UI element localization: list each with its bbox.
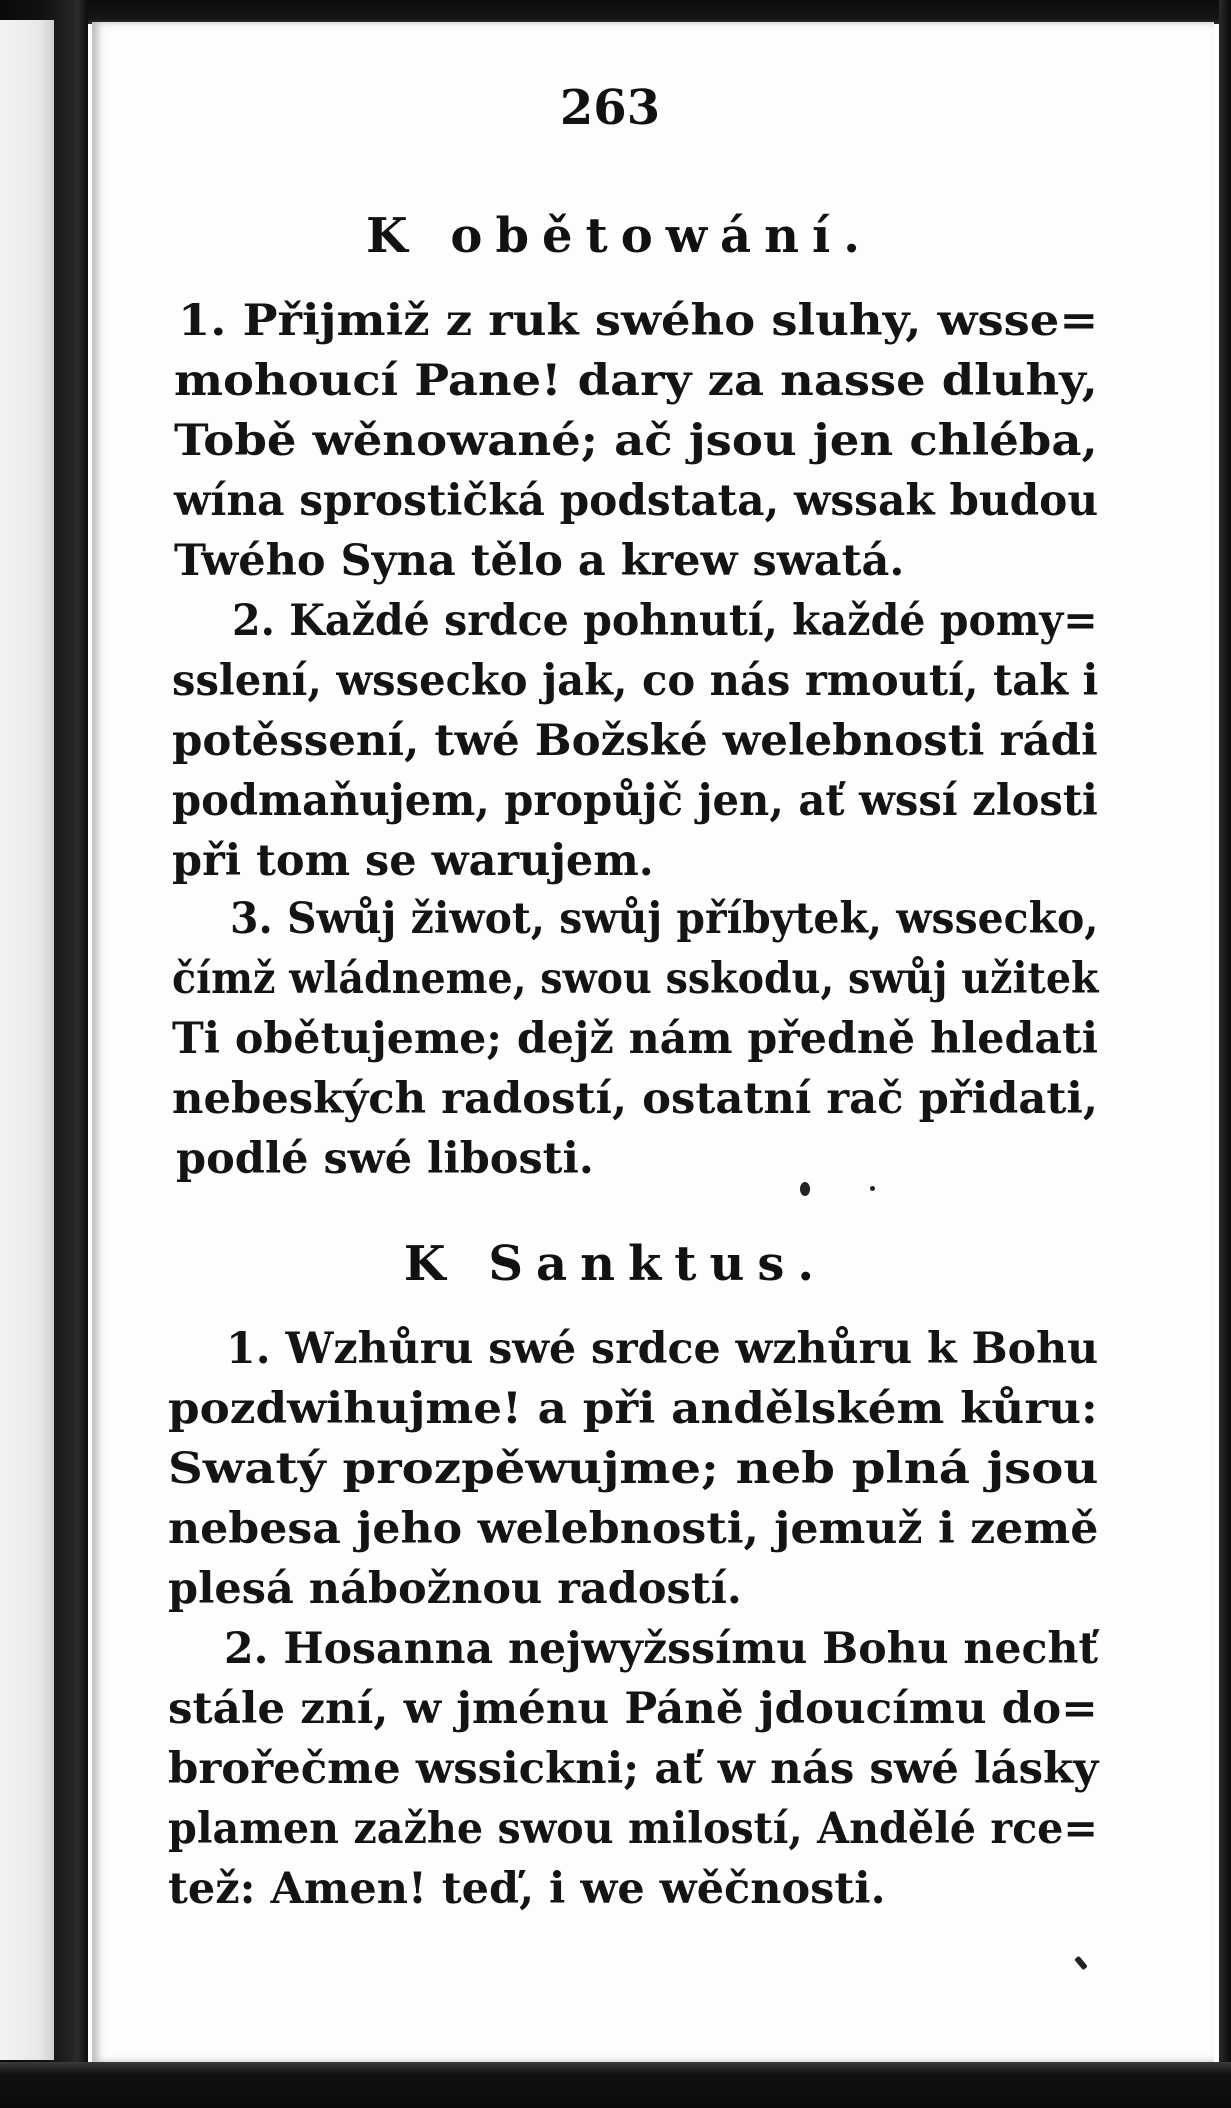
text-line: čímž wládneme, swou sskodu, swůj užitek bbox=[172, 954, 1099, 1004]
text-line: 1. Přijmiž z ruk swého sluhy, wsse= bbox=[178, 296, 1099, 346]
page-number: 263 bbox=[559, 80, 661, 136]
text-line: brořečme wssickni; ať w nás swé lásky bbox=[168, 1744, 1099, 1794]
text-line: podmaňujem, propůjč jen, ať wssí zlosti bbox=[172, 776, 1098, 826]
hymn-title-offertory: K obětowání. bbox=[366, 208, 873, 264]
text-line: Twého Syna tělo a krew swatá. bbox=[174, 536, 905, 586]
text-line: podlé swé libosti. bbox=[176, 1134, 594, 1184]
text-line: mohoucí Pane! dary za nasse dluhy, bbox=[174, 356, 1098, 406]
text-line: plamen zažhe swou milostí, Andělé rce= bbox=[168, 1804, 1098, 1854]
text-line: Tobě wěnowané; ač jsou jen chléba, bbox=[174, 416, 1098, 466]
text-line: 1. Wzhůru swé srdce wzhůru k Bohu bbox=[226, 1324, 1099, 1374]
text-line: stále zní, w jménu Páně jdoucímu do= bbox=[168, 1684, 1098, 1734]
text-line: nebeských radostí, ostatní rač přidati, bbox=[172, 1074, 1098, 1124]
text-line: Swatý prozpěwujme; neb plná jsou bbox=[168, 1444, 1099, 1494]
text-line: wína sprostičká podstata, wssak budou bbox=[174, 476, 1099, 526]
text-line: plesá nábožnou radostí. bbox=[168, 1564, 742, 1614]
text-line: sslení, wssecko jak, co nás rmoutí, tak i bbox=[172, 656, 1099, 706]
text-line: nebesa jeho welebnosti, jemuž i země bbox=[168, 1504, 1099, 1554]
text-line: Ti obětujeme; dejž nám předně hledati bbox=[172, 1014, 1098, 1064]
text-line: tež: Amen! teď, i we wěčnosti. bbox=[168, 1864, 886, 1914]
hymn-title-sanctus: K Sanktus. bbox=[403, 1236, 828, 1292]
text-line: při tom se warujem. bbox=[172, 836, 654, 886]
text-line: 2. Každé srdce pohnutí, každé pomy= bbox=[232, 596, 1098, 646]
text-line: 2. Hosanna nejwyžssímu Bohu nechť bbox=[224, 1624, 1099, 1674]
text-line: potěssení, twé Božské welebnosti rádi bbox=[172, 716, 1098, 766]
text-line: pozdwihujme! a při andělském kůru: bbox=[168, 1384, 1098, 1434]
text-line: 3. Swůj žiwot, swůj příbytek, wssecko, bbox=[230, 894, 1099, 944]
